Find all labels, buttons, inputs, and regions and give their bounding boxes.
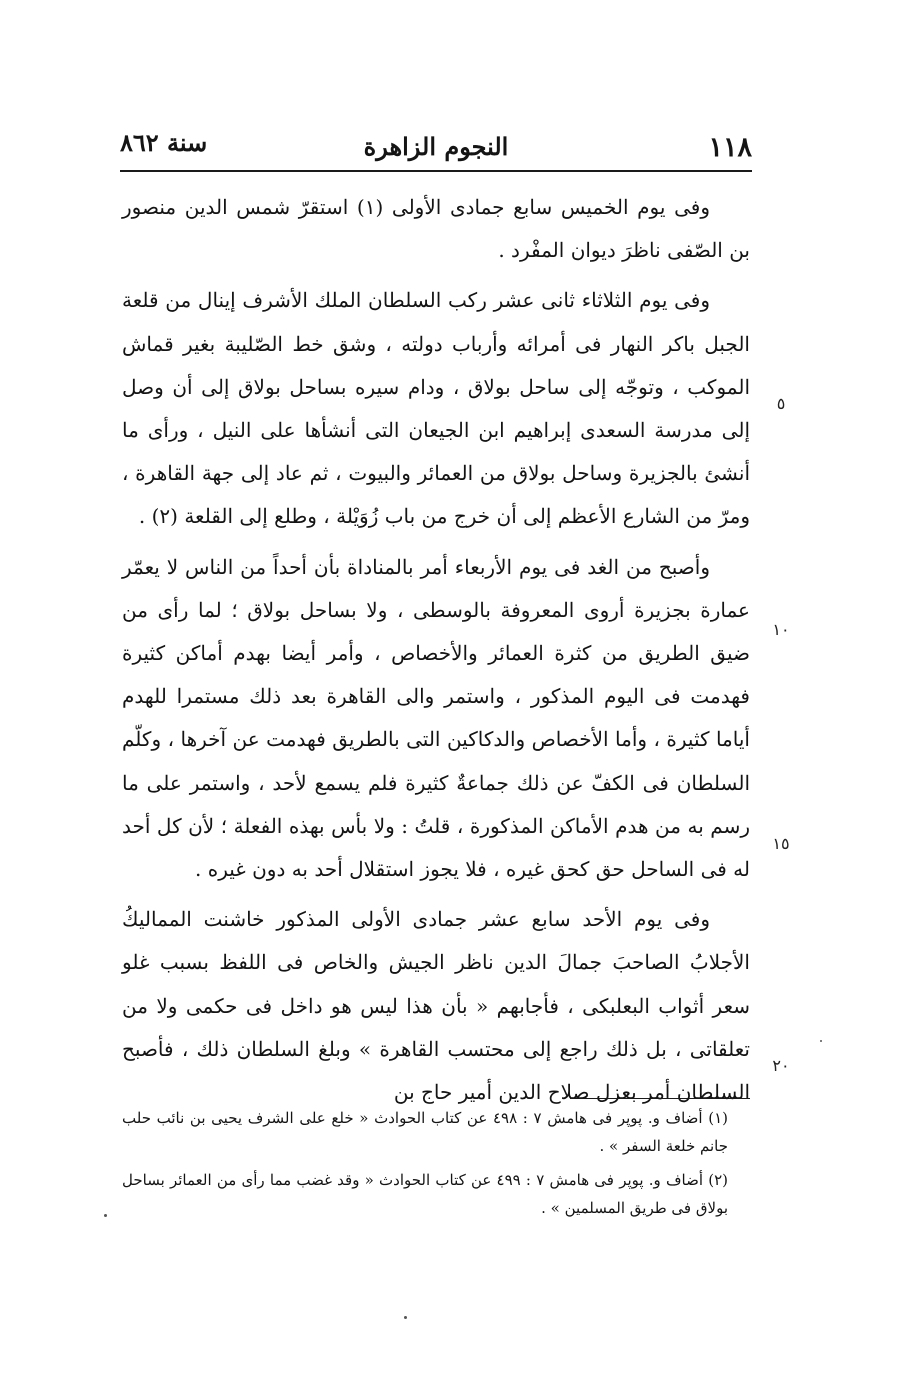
page-number: ١١٨ — [708, 132, 752, 163]
year-label: سنة ٨٦٢ — [120, 128, 208, 157]
footnote: (١) أضاف و. پوپر فى هامش ٧ : ٤٩٨ عن كتاب الحوادث « خلع على الشرف يحيى بن نائب حلب جانم خلعة السفر » . — [122, 1109, 729, 1155]
line-number-5: ٥ — [776, 394, 786, 413]
footnote: (٢) أضاف و. پوپر فى هامش ٧ : ٤٩٩ عن كتاب الحوادث « وقد غضب مما رأى من العمائر بساحل بولاق فى طريق المسلمين » . — [122, 1171, 729, 1217]
paragraph-text: وفى يوم الثلاثاء ثانى عشر ركب السلطان الملك الأشرف إينال من قلعة الجبل باكر النهار فى أمرائه وأرباب دولته ، وشق خط الصّليبة بغير قماش الموكب ، وتوجّه إلى ساحل بولاق ، ودام سيره بساحل بولاق إلى أن وصل إلى مدرسة السعدى إبراهيم ابن الجيعان التى أنشأها على النيل ، ورأى ما أنشئ بالجزيرة وساحل بولاق من العمائر والبيوت ، ثم عاد إلى جهة القاهرة ، ومرّ من الشارع الأعظم إلى أن خرج من باب زُوَيْلة ، وطلع إلى القلعة (٢) . — [122, 288, 750, 529]
book-title: النجوم الزاهرة — [363, 132, 509, 161]
paragraph — [122, 546, 750, 892]
paper-speck — [404, 1316, 407, 1319]
paragraph-text: وفى يوم الأحد سابع عشر جمادى الأولى المذكور خاشنت المماليكُ الأجلابُ الصاحبَ جمالَ الدين ناظر الجيش والخاص فى اللفظ بسبب غلو سعر أثواب البعلبكى ، فأجابهم « بأن هذا ليس هو داخل فى حكمى ولا من تعلقاتى ، بل ذلك راجع إلى محتسب القاهرة » وبلغ السلطان ذلك ، فأصبح السلطان أمر بعزل صلاح الدين أمير حاج بن — [122, 907, 750, 1105]
line-number-15: ١٥ — [772, 834, 790, 853]
running-header — [120, 118, 752, 168]
paper-speck — [104, 1214, 107, 1217]
footnote-rule — [570, 1098, 750, 1099]
paragraph-text: وفى يوم الخميس سابع جمادى الأولى (١) استقرّ شمس الدين منصور بن الصّفى ناظرَ ديوان المفْرد . — [122, 195, 750, 263]
line-number-10: ١٠ — [772, 620, 790, 639]
line-number-20: ٢٠ — [772, 1056, 790, 1075]
paragraph — [122, 898, 750, 1114]
paper-speck — [820, 1040, 822, 1042]
main-text — [122, 186, 750, 1121]
paragraph — [122, 186, 750, 272]
footnotes — [122, 1104, 750, 1228]
paragraph — [122, 279, 750, 538]
paragraph-text: وأصبح من الغد فى يوم الأربعاء أمر بالمناداة بأن أحداً من الناس لا يعمّر عمارة بجزيرة أروى المعروفة بالوسطى ، ولا بساحل بولاق ؛ لما رأى من ضيق الطريق من كثرة العمائر والأخصاص ، وأمر أيضا بهدم أماكن كثيرة فهدمت فى اليوم المذكور ، واستمر والى القاهرة بعد ذلك مستمرا للهدم أياما كثيرة ، وأما الأخصاص والدكاكين التى بالطريق فهدمت عن آخرها ، وكلّم السلطان فى الكفّ عن ذلك جماعةٌ كثيرة فلم يسمع لأحد ، واستمر على ما رسم به من هدم الأماكن المذكورة ، قلتُ : ولا بأس بهذه الفعلة ؛ لأن كل أحد له فى الساحل حق كحق غيره ، فلا يجوز استقلال أحد به دون غيره . — [122, 554, 750, 882]
header-rule — [120, 170, 752, 172]
